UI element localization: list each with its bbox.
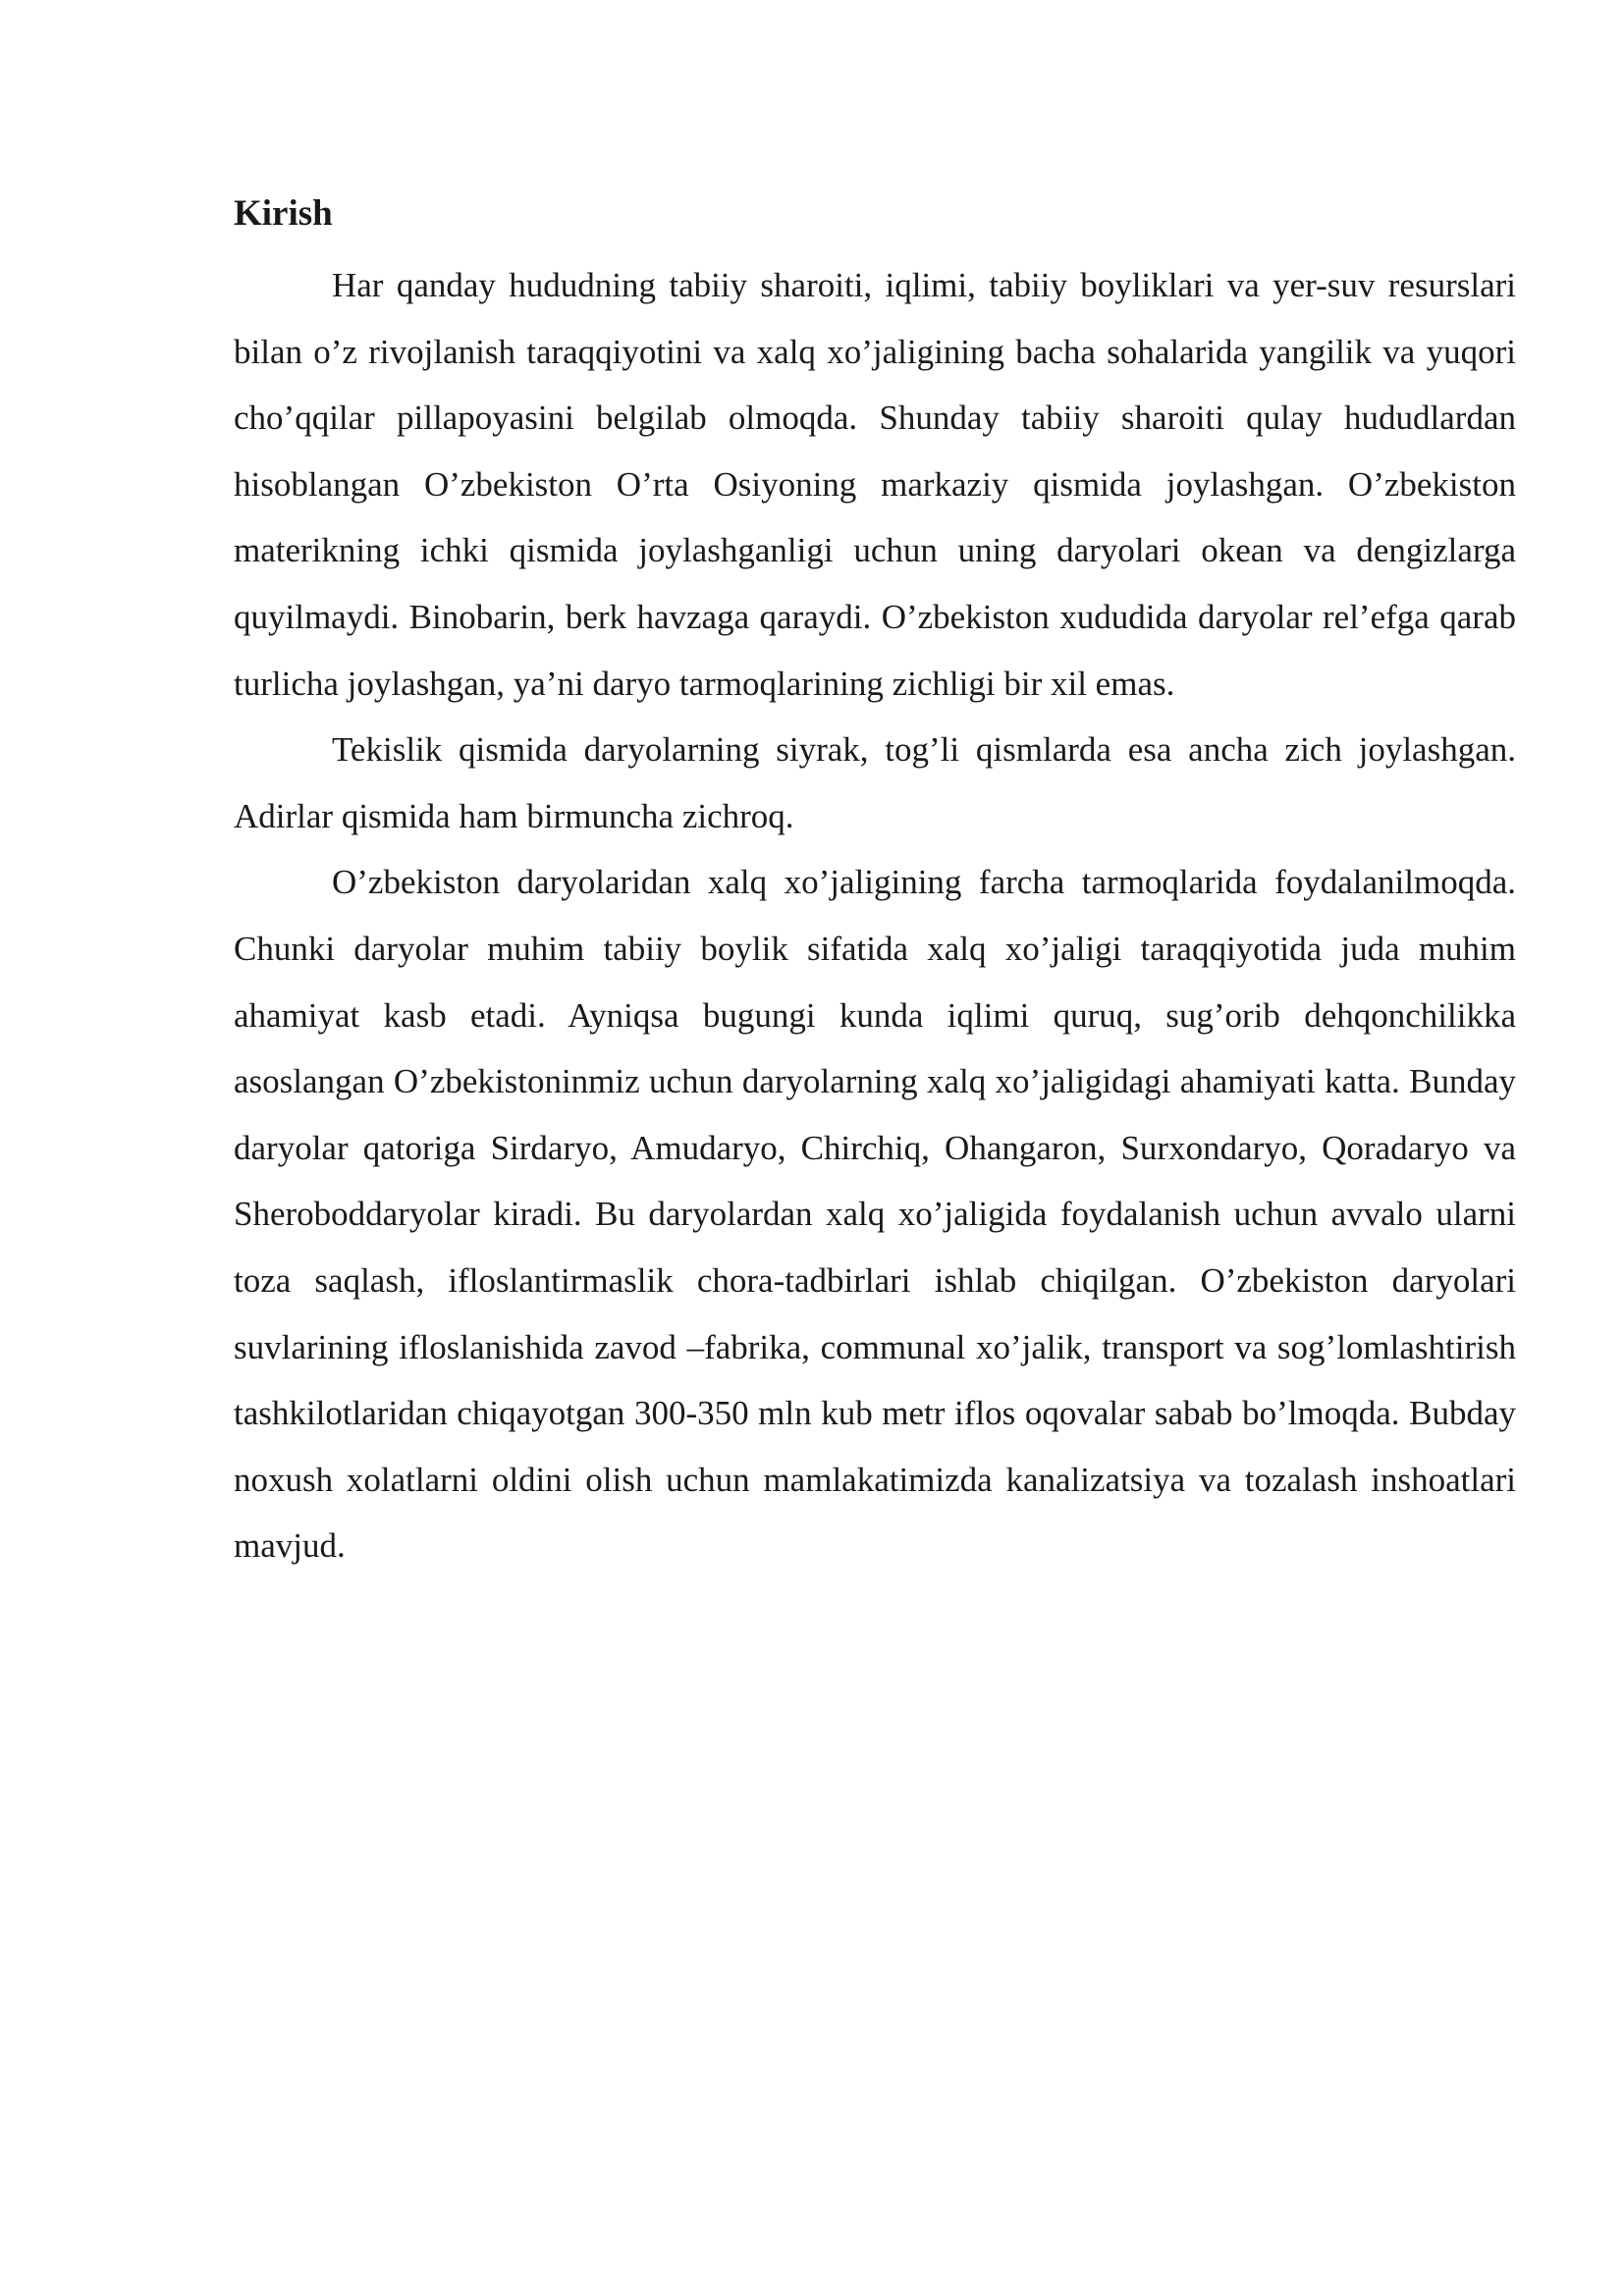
document-body [234,187,1516,1579]
paragraph-1: Har qanday hududning tabiiy sharoiti, iqlimi, tabiiy boyliklari va yer-suv resurslari bilan o’z rivojlanish taraqqiyotini va xalq xo’jaligining bacha sohalarida yangilik va yuqori cho’qqilar pillapoyasini belgilab olmoqda. Shunday tabiiy sharoiti qulay hududlardan hisoblangan O’zbekiston O’rta Osiyoning markaziy qismida joylashgan. O’zbekiston materikning ichki qismida joylashganligi uchun uning daryolari okean va dengizlarga quyilmaydi. Binobarin, berk havzaga qaraydi. O’zbekiston xududida daryolar rel’efga qarab turlicha joylashgan, ya’ni daryo tarmoqlarining zichligi bir xil emas. [234,266,1516,703]
paragraph-3: O’zbekiston daryolaridan xalq xo’jaligining farcha tarmoqlarida foydalanilmoqda. Chunki daryolar muhim tabiiy boylik sifatida xalq xo’jaligi taraqqiyotida juda muhim ahamiyat kasb etadi. Ayniqsa bugungi kunda iqlimi quruq, sug’orib dehqonchilikka asoslangan O’zbekistoninmiz uchun daryolarning xalq xo’jaligidagi ahamiyati katta. Bunday daryolar qatoriga Sirdaryo, Amudaryo, Chirchiq, Ohangaron, Surxondaryo, Qoradaryo va Sheroboddaryolar kiradi. Bu daryolardan xalq xo’jaligida foydalanish uchun avvalo ularni toza saqlash, ifloslantirmaslik chora-tadbirlari ishlab chiqilgan. O’zbekiston daryolari suvlarining ifloslanishida zavod –fabrika, communal xo’jalik, transport va sog’lomlashtirish tashkilotlaridan chiqayotgan 300-350 mln kub metr iflos oqovalar sabab bo’lmoqda. Bubday noxush xolatlarni oldini olish uchun mamlakatimizda kanalizatsiya va tozalash inshoatlari mavjud. [234,863,1516,1566]
section-heading: Kirish [234,193,333,234]
paragraph-2: Tekislik qismida daryolarning siyrak, tog’li qismlarda esa ancha zich joylashgan. Adirlar qismida ham birmuncha zichroq. [234,730,1516,835]
